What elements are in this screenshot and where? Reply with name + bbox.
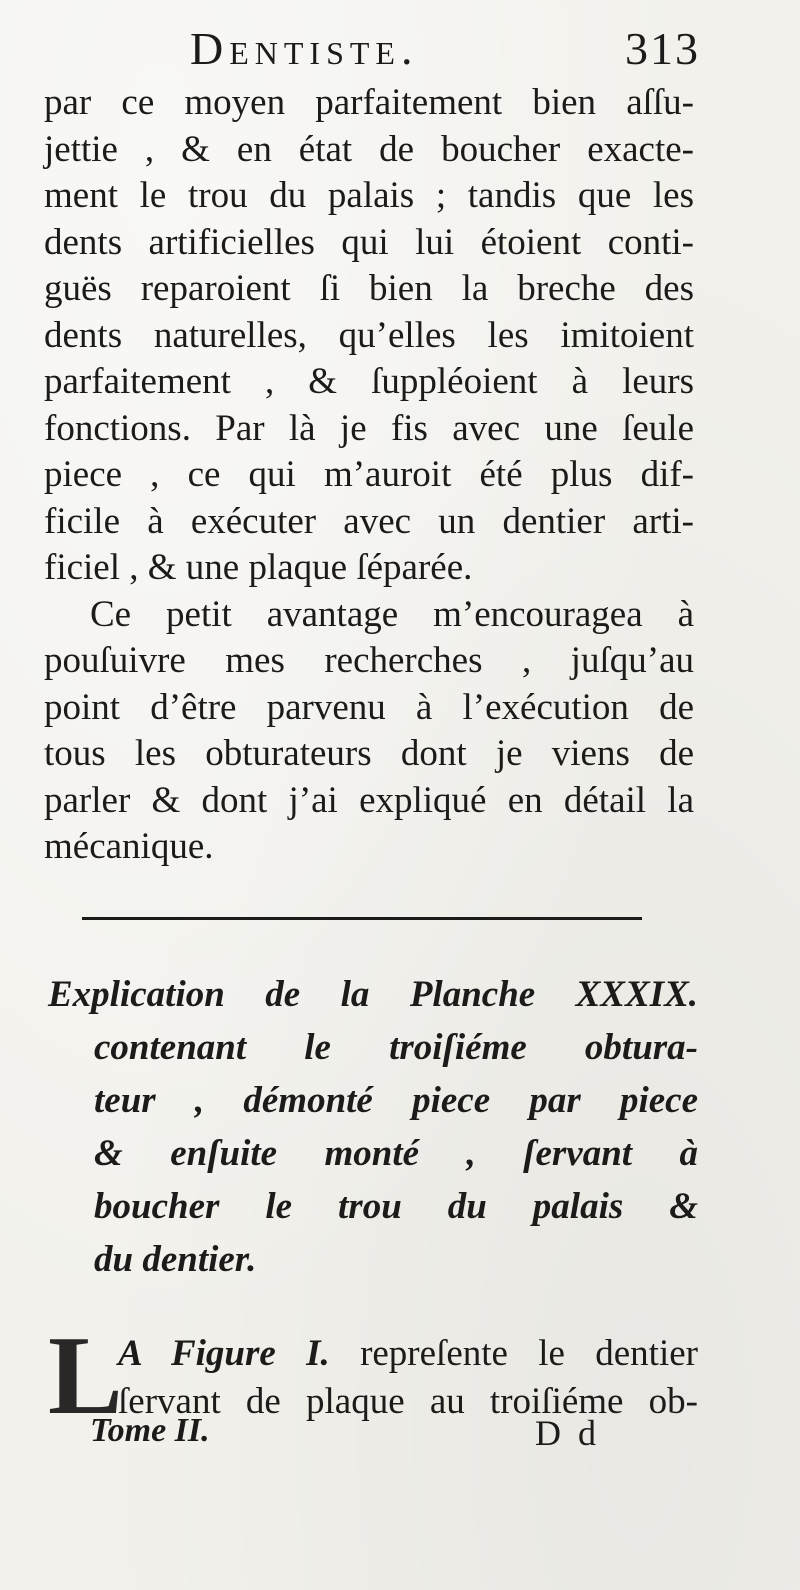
text-line: ficile à exécuter avec un dentier arti-: [44, 500, 694, 542]
text-line: [118, 1330, 698, 1378]
text-line: ment le trou du palais ; tandis que les: [44, 175, 694, 216]
body-text: [44, 80, 694, 871]
text-line: point d’être parvenu à l’exécution de: [44, 686, 694, 728]
text-line: guës reparoient ſi bien la breche des: [44, 268, 694, 309]
heading-line: & enſuite monté , ſervant à: [94, 1133, 698, 1174]
page-number: 313: [625, 23, 700, 74]
text-line: tous les obturateurs dont je viens de: [44, 733, 694, 774]
volume-label: Tome II.: [90, 1412, 210, 1449]
plate-explanation-heading: [48, 968, 698, 1286]
section-divider: [82, 917, 642, 920]
text-line: parler & dont j’ai expliqué en détail la: [44, 779, 694, 821]
signature-mark: D d: [535, 1413, 600, 1453]
text-line: parfaitement , & ſuppléoient à leurs: [44, 361, 694, 402]
drop-cap: L: [48, 1314, 123, 1438]
text-line: dents naturelles, qu’elles les imitoient: [44, 314, 694, 356]
text-line: par ce moyen parfaitement bien aſſu-: [44, 82, 694, 123]
text-line: pouſuivre mes recherches , juſqu’au: [44, 640, 694, 681]
text-line: ficiel , & une plaque ſéparée.: [44, 547, 473, 588]
text-line: piece , ce qui m’auroit été plus dif-: [44, 454, 694, 495]
figure-reference: A Figure I.: [118, 1333, 330, 1374]
text-line: fonctions. Par là je fis avec une ſeule: [44, 407, 694, 449]
heading-line: teur , démonté piece par piece: [94, 1080, 698, 1121]
text-line: Ce petit avantage m’encouragea à: [90, 593, 694, 635]
page-header: [190, 22, 700, 82]
figure-text: repreſente le dentier: [360, 1333, 698, 1374]
text-line: ſervant de plaque au troiſiéme ob-: [118, 1381, 698, 1422]
text-line: dents artificielles qui lui étoient conti-: [44, 221, 694, 263]
page-footer: [90, 1412, 600, 1462]
heading-line: du dentier.: [94, 1239, 257, 1280]
heading-line: contenant le troiſiéme obtura-: [94, 1027, 698, 1068]
heading-line: Explication de la Planche XXXIX.: [48, 974, 698, 1015]
heading-line: boucher le trou du palais &: [94, 1186, 698, 1227]
running-title: Dentiste.: [190, 23, 419, 74]
text-line: mécanique.: [44, 826, 214, 867]
text-line: jettie , & en état de boucher exacte-: [44, 128, 694, 170]
